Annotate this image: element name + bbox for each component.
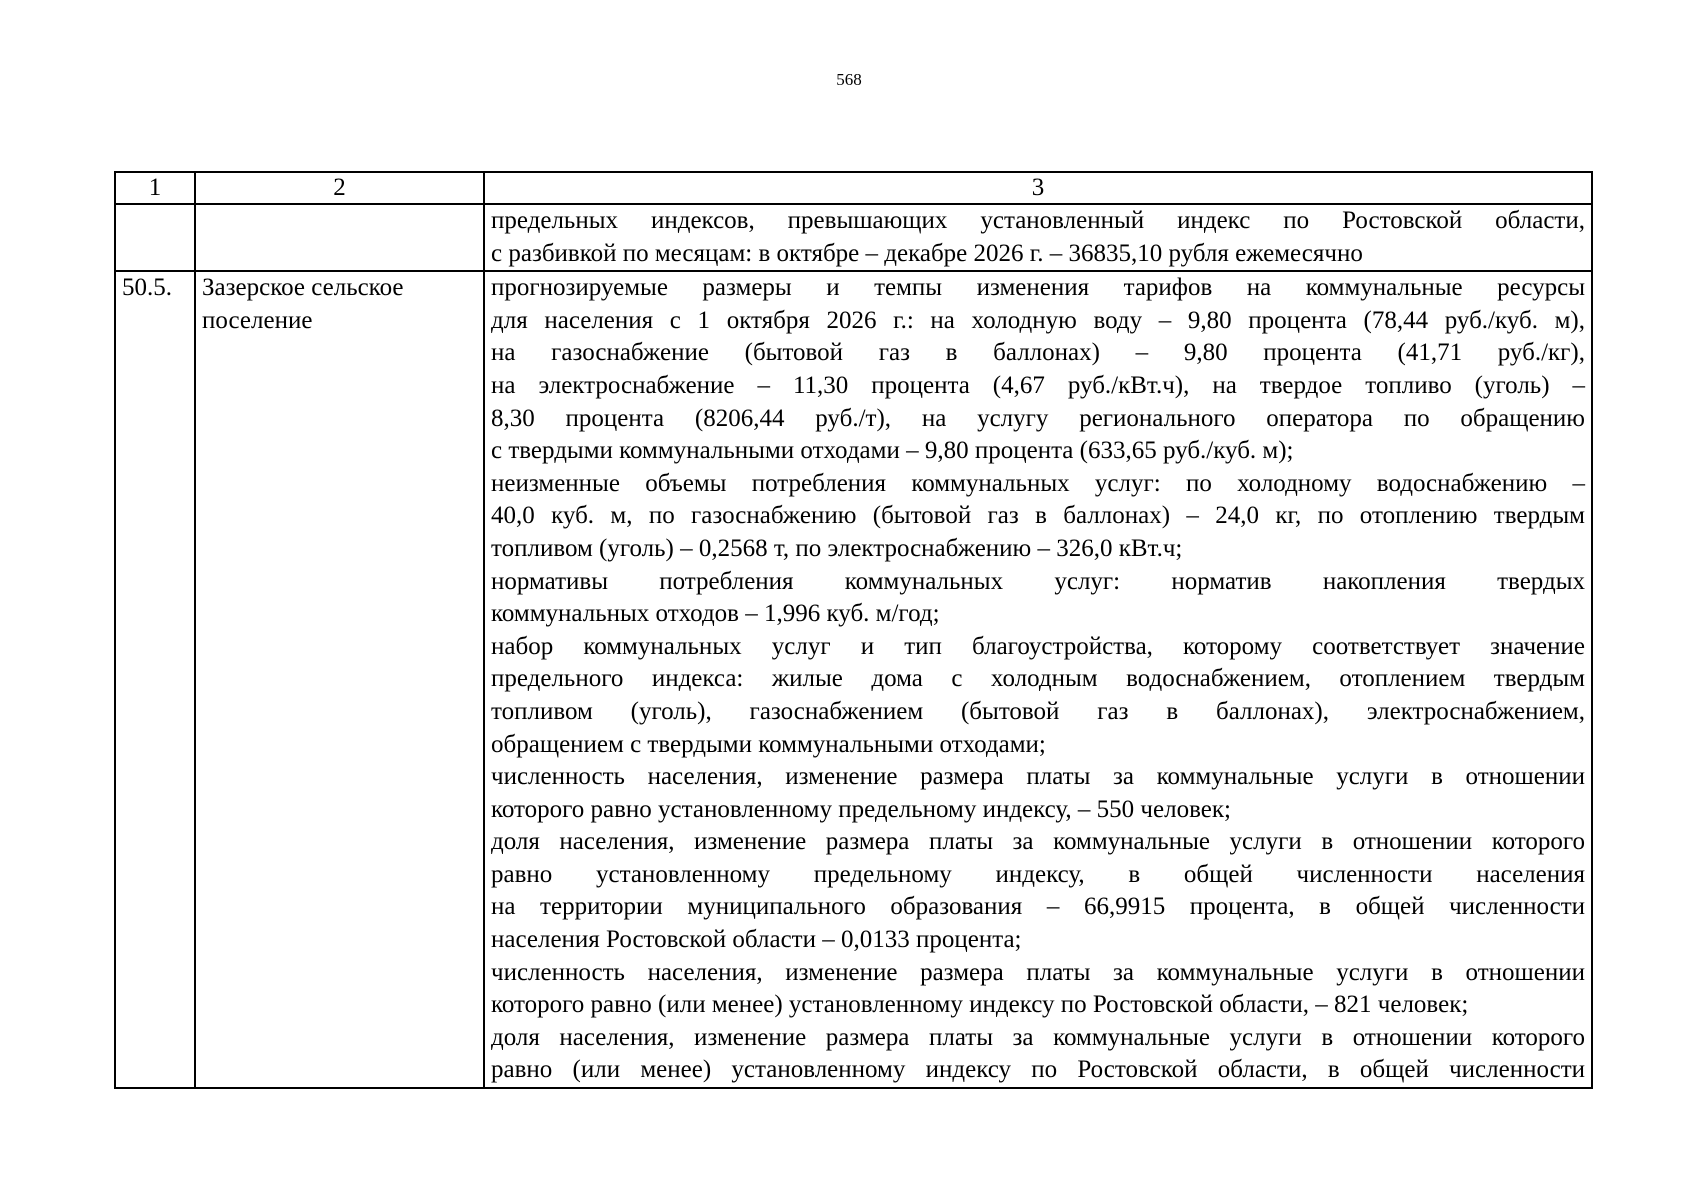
row-text-cell: [484, 204, 1592, 271]
column-header-2: 2: [195, 172, 484, 204]
text-line: которого равно установленному предельному индексу, – 550 человек;: [491, 795, 1231, 823]
text-line: предельного индекса: жилые дома с холодным водоснабжением, отоплением твердым: [491, 665, 1585, 693]
paragraph: [491, 631, 1585, 761]
text-line: предельных индексов, превышающих установленный индекс по Ростовской области,: [491, 207, 1585, 234]
text-line: обращением с твердыми коммунальными отходами;: [491, 730, 1046, 758]
text-line: доля населения, изменение размера платы за коммунальные услуги в отношении которого: [491, 828, 1585, 856]
text-line: нормативы потребления коммунальных услуг: норматив накопления твердых: [491, 567, 1585, 595]
text-line: равно установленному предельному индексу, в общей численности населения: [491, 860, 1585, 888]
row-number-cell: [115, 204, 195, 271]
table-header-row: [115, 172, 1592, 204]
text-line: численность населения, изменение размера платы за коммунальные услуги в отношении: [491, 958, 1585, 986]
text-line: для населения с 1 октября 2026 г.: на холодную воду – 9,80 процента (78,44 руб./куб. м),: [491, 306, 1585, 334]
page-number: 568: [836, 70, 862, 89]
table-row: [115, 204, 1592, 271]
text-line: которого равно (или менее) установленному индексу по Ростовской области, – 821 человек;: [491, 991, 1469, 1019]
text-line: с разбивкой по месяцам: в октябре – декабре 2026 г. – 36835,10 рубля ежемесячно: [491, 239, 1363, 267]
row-number-cell: 50.5.: [115, 271, 195, 1088]
row-text-cell: [484, 271, 1592, 1088]
text-line: неизменные объемы потребления коммунальных услуг: по холодному водоснабжению –: [491, 469, 1585, 497]
paragraph: [491, 826, 1585, 956]
text-line: равно (или менее) установленному индексу по Ростовской области, в общей численности: [491, 1056, 1585, 1084]
paragraph: [491, 566, 1585, 631]
column-header-3: 3: [484, 172, 1592, 204]
text-line: топливом (уголь), газоснабжением (бытовой газ в баллонах), электроснабжением,: [491, 697, 1585, 725]
text-line: прогнозируемые размеры и темпы изменения тарифов на коммунальные ресурсы: [491, 274, 1585, 302]
paragraph: [491, 761, 1585, 826]
text-line: коммунальных отходов – 1,996 куб. м/год;: [491, 600, 940, 628]
text-line: с твердыми коммунальными отходами – 9,80 процента (633,65 руб./куб. м);: [491, 437, 1294, 465]
paragraph: [491, 957, 1585, 1022]
row-name-cell: Зазерское сельское поселение: [195, 271, 484, 1088]
text-line: 40,0 куб. м, по газоснабжению (бытовой газ в баллонах) – 24,0 кг, по отоплению твердым: [491, 502, 1585, 530]
row-name-cell: [195, 204, 484, 271]
paragraph: [491, 468, 1585, 566]
column-header-1: 1: [115, 172, 195, 204]
text-line: 8,30 процента (8206,44 руб./т), на услугу регионального оператора по обращению: [491, 404, 1585, 432]
paragraph: [491, 272, 1585, 468]
text-line: набор коммунальных услуг и тип благоустройства, которому соответствует значение: [491, 632, 1585, 660]
paragraph: [491, 205, 1585, 270]
text-line: на территории муниципального образования – 66,9915 процента, в общей численности: [491, 893, 1585, 921]
text-line: на электроснабжение – 11,30 процента (4,67 руб./кВт.ч), на твердое топливо (уголь) –: [491, 371, 1585, 399]
text-line: на газоснабжение (бытовой газ в баллонах) – 9,80 процента (41,71 руб./кг),: [491, 339, 1585, 367]
document-table: [114, 171, 1593, 1089]
text-line: доля населения, изменение размера платы за коммунальные услуги в отношении которого: [491, 1023, 1585, 1051]
text-line: численность населения, изменение размера платы за коммунальные услуги в отношении: [491, 763, 1585, 791]
text-line: населения Ростовской области – 0,0133 процента;: [491, 926, 1022, 954]
paragraph: [491, 1022, 1585, 1087]
table-row: [115, 271, 1592, 1088]
text-line: топливом (уголь) – 0,2568 т, по электроснабжению – 326,0 кВт.ч;: [491, 534, 1183, 562]
